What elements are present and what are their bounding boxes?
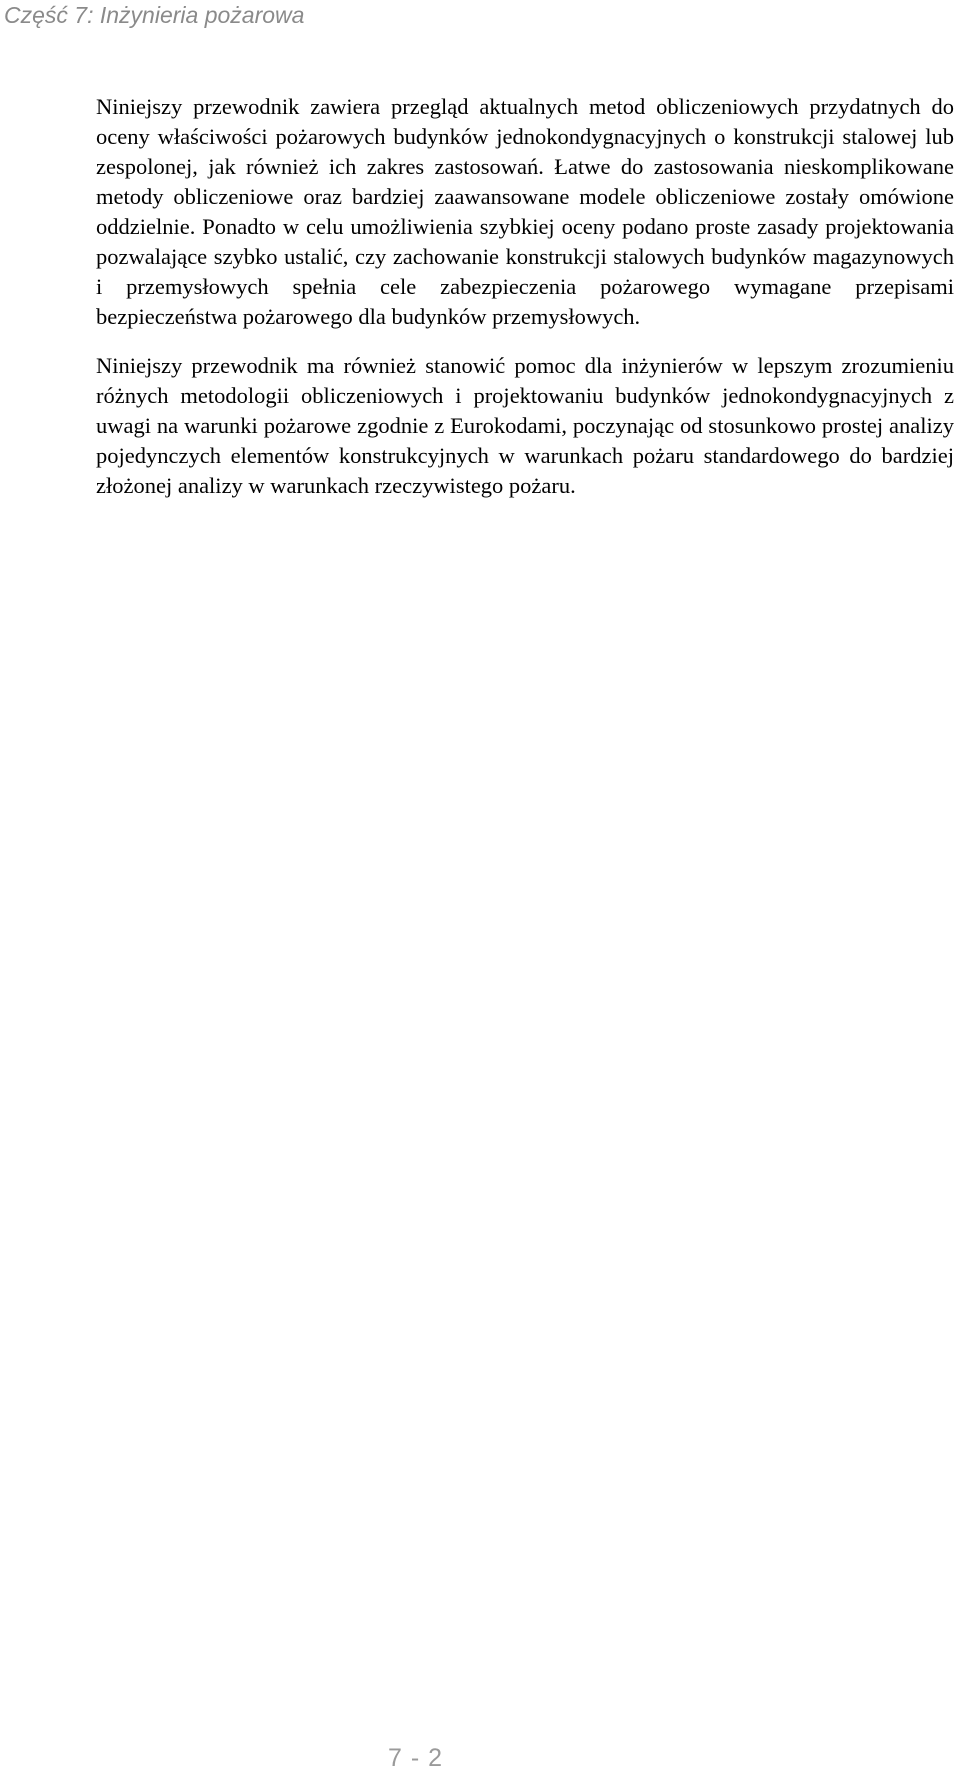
body-text <box>96 92 954 520</box>
running-header: Część 7: Inżynieria pożarowa <box>4 2 305 28</box>
paragraph-purpose: Niniejszy przewodnik ma również stanowić pomoc dla inżynierów w lepszym zrozumieniu różnych metodologii obliczeniowych i projektowaniu budynków jednokondygnacyjnych z uwagi na warunki pożarowe zgodnie z Eurokodami, poczynając od stosunkowo prostej analizy pojedynczych elementów konstrukcyjnych w warunkach pożaru standardowego do bardziej złożonej analizy w warunkach rzeczywistego pożaru. <box>96 353 954 498</box>
page-number: 7 - 2 <box>388 1744 444 1772</box>
paragraph-intro: Niniejszy przewodnik zawiera przegląd aktualnych metod obliczeniowych przydatnych do oceny właściwości pożarowych budynków jednokondygnacyjnych o konstrukcji stalowej lub zespolonej, jak również ich zakres zastosowań. Łatwe do zastosowania nieskomplikowane metody obliczeniowe oraz bardziej zaawansowane modele obliczeniowe zostały omówione oddzielnie. Ponadto w celu umożliwienia szybkiej oceny podano proste zasady projektowania pozwalające szybko ustalić, czy zachowanie konstrukcji stalowych budynków magazynowych i przemysłowych spełnia cele zabezpieczenia pożarowego wymagane przepisami bezpieczeństwa pożarowego dla budynków przemysłowych. <box>96 94 954 329</box>
